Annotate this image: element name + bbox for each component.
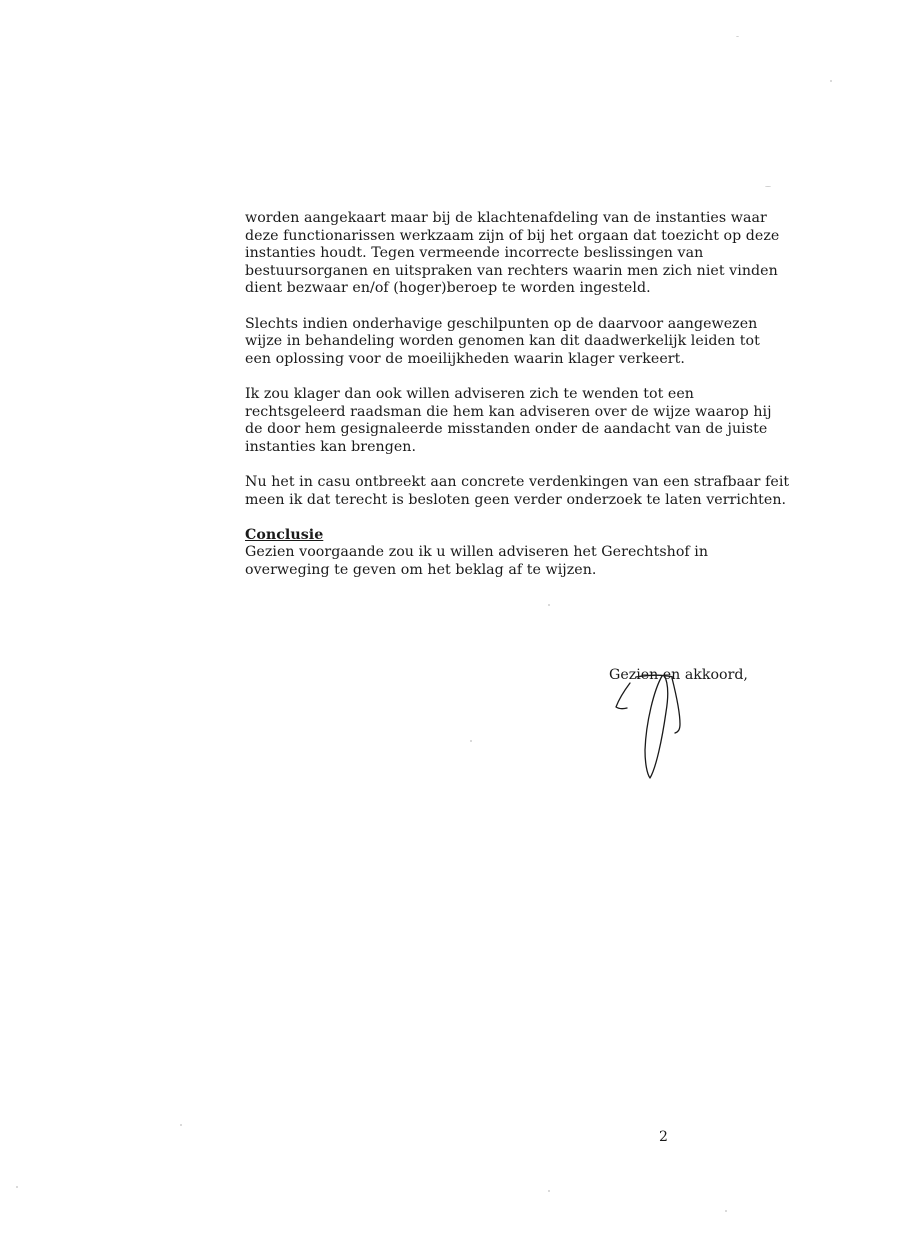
text-line: Ik zou klager dan ook willen adviseren zich te wenden tot een [245, 385, 694, 402]
scan-speck [16, 1186, 18, 1188]
text-line: instanties houdt. Tegen vermeende incorrecte beslissingen van [245, 245, 704, 262]
text-line: Gezien voorgaande zou ik u willen adviseren het Gerechtshof in [245, 544, 709, 561]
scan-speck [765, 186, 771, 187]
text-line: meen ik dat terecht is besloten geen verder onderzoek te laten verrichten. [245, 491, 787, 508]
text-line: een oplossing voor de moeilijkheden waarin klager verkeert. [245, 350, 685, 367]
text-line: deze functionarissen werkzaam zijn of bij het orgaan dat toezicht op deze [245, 227, 780, 244]
scan-speck [725, 1210, 727, 1212]
text-line: worden aangekaart maar bij de klachtenafdeling van de instanties waar [245, 210, 767, 226]
text-line: Nu het in casu ontbreekt aan concrete verdenkingen van een strafbaar feit [245, 473, 790, 490]
paragraph-advice [245, 385, 772, 456]
signoff-text: Gezien en akkoord, [609, 667, 748, 683]
letter-body [245, 210, 790, 597]
paragraph-no-suspicion [245, 473, 790, 509]
scan-speck [548, 1190, 550, 1192]
text-line: rechtsgeleerd raadsman die hem kan adviseren over de wijze waarop hij [245, 403, 772, 420]
text-line: instanties kan brengen. [245, 438, 417, 455]
scan-speck [830, 80, 832, 82]
text-line: dient bezwaar en/of (hoger)beroep te worden ingesteld. [245, 280, 651, 297]
scan-speck [180, 1124, 182, 1126]
text-line: wijze in behandeling worden genomen kan dit daadwerkelijk leiden tot [245, 333, 760, 350]
page-number: 2 [659, 1129, 668, 1145]
conclusion-section [245, 527, 765, 580]
conclusion-heading: Conclusie [245, 526, 324, 543]
text-line: overweging te geven om het beklag af te wijzen. [245, 561, 597, 578]
paragraph-solution [245, 316, 765, 369]
signature-icon [600, 660, 710, 790]
text-line: bestuursorganen en uitspraken van rechters waarin men zich niet vinden [245, 262, 778, 279]
scan-speck [736, 36, 739, 37]
scan-speck [470, 740, 472, 742]
paragraph-complaint-route [245, 210, 780, 298]
text-line: de door hem gesignaleerde misstanden onder de aandacht van de juiste [245, 421, 768, 438]
text-line: Slechts indien onderhavige geschilpunten op de daarvoor aangewezen [245, 315, 758, 332]
scan-speck [548, 604, 550, 606]
